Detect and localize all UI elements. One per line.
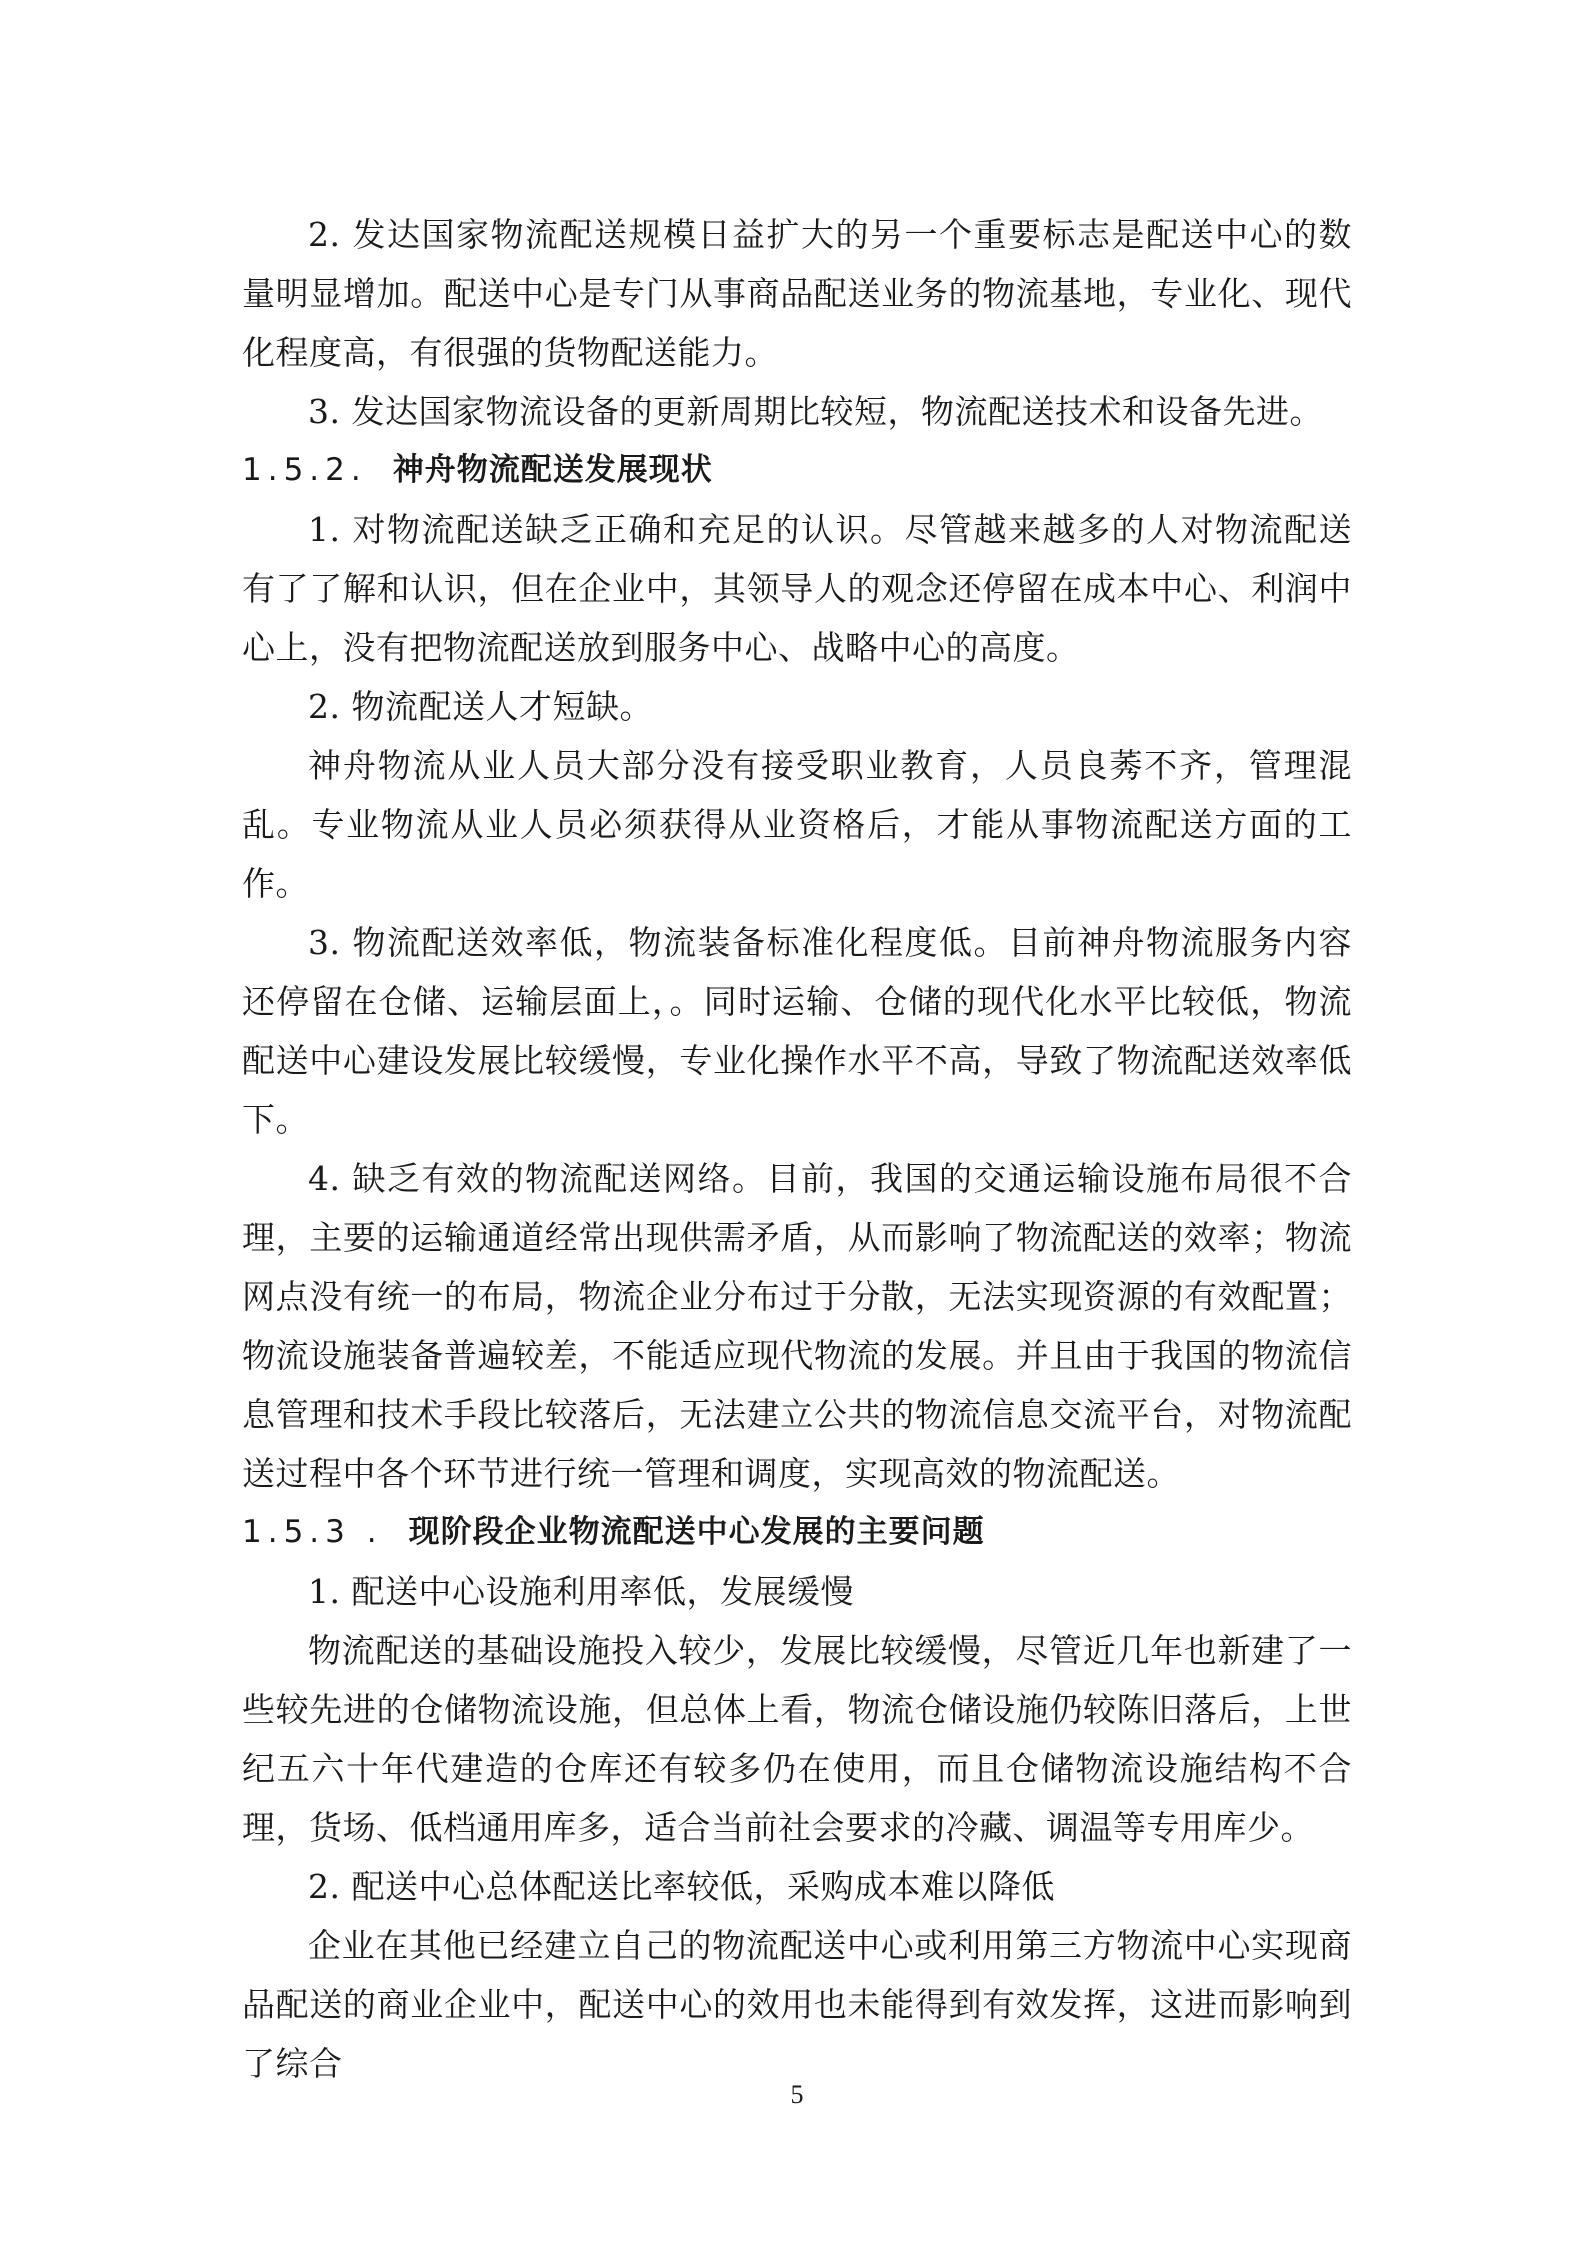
section-number: 1.5.2. — [242, 452, 367, 488]
paragraph: 3. 发达国家物流设备的更新周期比较短，物流配送技术和设备先进。 — [308, 392, 1323, 431]
paragraph: 1. 配送中心设施利用率低，发展缓慢 — [308, 1572, 854, 1611]
paragraph: 物流配送的基础设施投入较少，发展比较缓慢，尽管近几年也新建了一些较先进的仓储物流设施，但总体上看，物流仓储设施仍较陈旧落后，上世纪五六十年代建造的仓库还有较多仍在使用，而且仓储物流设施结构不合理，货场、低档通用库多，适合当前社会要求的冷藏、调温等专用库少。 — [242, 1631, 1352, 1847]
paragraph: 1. 对物流配送缺乏正确和充足的认识。尽管越来越多的人对物流配送有了了解和认识，但在企业中，其领导人的观念还停留在成本中心、利润中心上，没有把物流配送放到服务中心、战略中心的高度。 — [242, 510, 1352, 667]
paragraph: 2. 配送中心总体配送比率较低，采购成本难以降低 — [308, 1867, 1055, 1906]
section-title: 神舟物流配送发展现状 — [392, 452, 713, 488]
paragraph: 企业在其他已经建立自己的物流配送中心或利用第三方物流中心实现商品配送的商业企业中，配送中心的效用也未能得到有效发挥，这进而影响到了综合 — [242, 1926, 1352, 2083]
section-heading — [242, 1503, 1352, 1562]
paragraph: 3. 物流配送效率低，物流装备标准化程度低。目前神舟物流服务内容还停留在仓储、运输层面上，。同时运输、仓储的现代化水平比较低，物流配送中心建设发展比较缓慢，专业化操作水平不高，导致了物流配送效率低下。 — [242, 923, 1352, 1139]
document-body — [242, 205, 1352, 2093]
paragraph: 4. 缺乏有效的物流配送网络。目前，我国的交通运输设施布局很不合理，主要的运输通道经常出现供需矛盾，从而影响了物流配送的效率；物流网点没有统一的布局，物流企业分布过于分散，无法实现资源的有效配置；物流设施装备普遍较差，不能适应现代物流的发展。并且由于我国的物流信息管理和技术手段比较落后，无法建立公共的物流信息交流平台，对物流配送过程中各个环节进行统一管理和调度，实现高效的物流配送。 — [242, 1159, 1352, 1493]
section-number: 1.5.3 . — [242, 1514, 383, 1550]
paragraph: 神舟物流从业人员大部分没有接受职业教育，人员良莠不齐，管理混乱。专业物流从业人员必须获得从业资格后，才能从事物流配送方面的工作。 — [242, 746, 1352, 903]
paragraph: 2. 物流配送人才短缺。 — [308, 687, 653, 726]
section-title: 现阶段企业物流配送中心发展的主要问题 — [408, 1514, 985, 1550]
paragraph: 2. 发达国家物流配送规模日益扩大的另一个重要标志是配送中心的数量明显增加。配送中心是专门从事商品配送业务的物流基地，专业化、现代化程度高，有很强的货物配送能力。 — [242, 215, 1352, 372]
page-number: 5 — [790, 2080, 804, 2109]
section-heading — [242, 441, 1352, 500]
